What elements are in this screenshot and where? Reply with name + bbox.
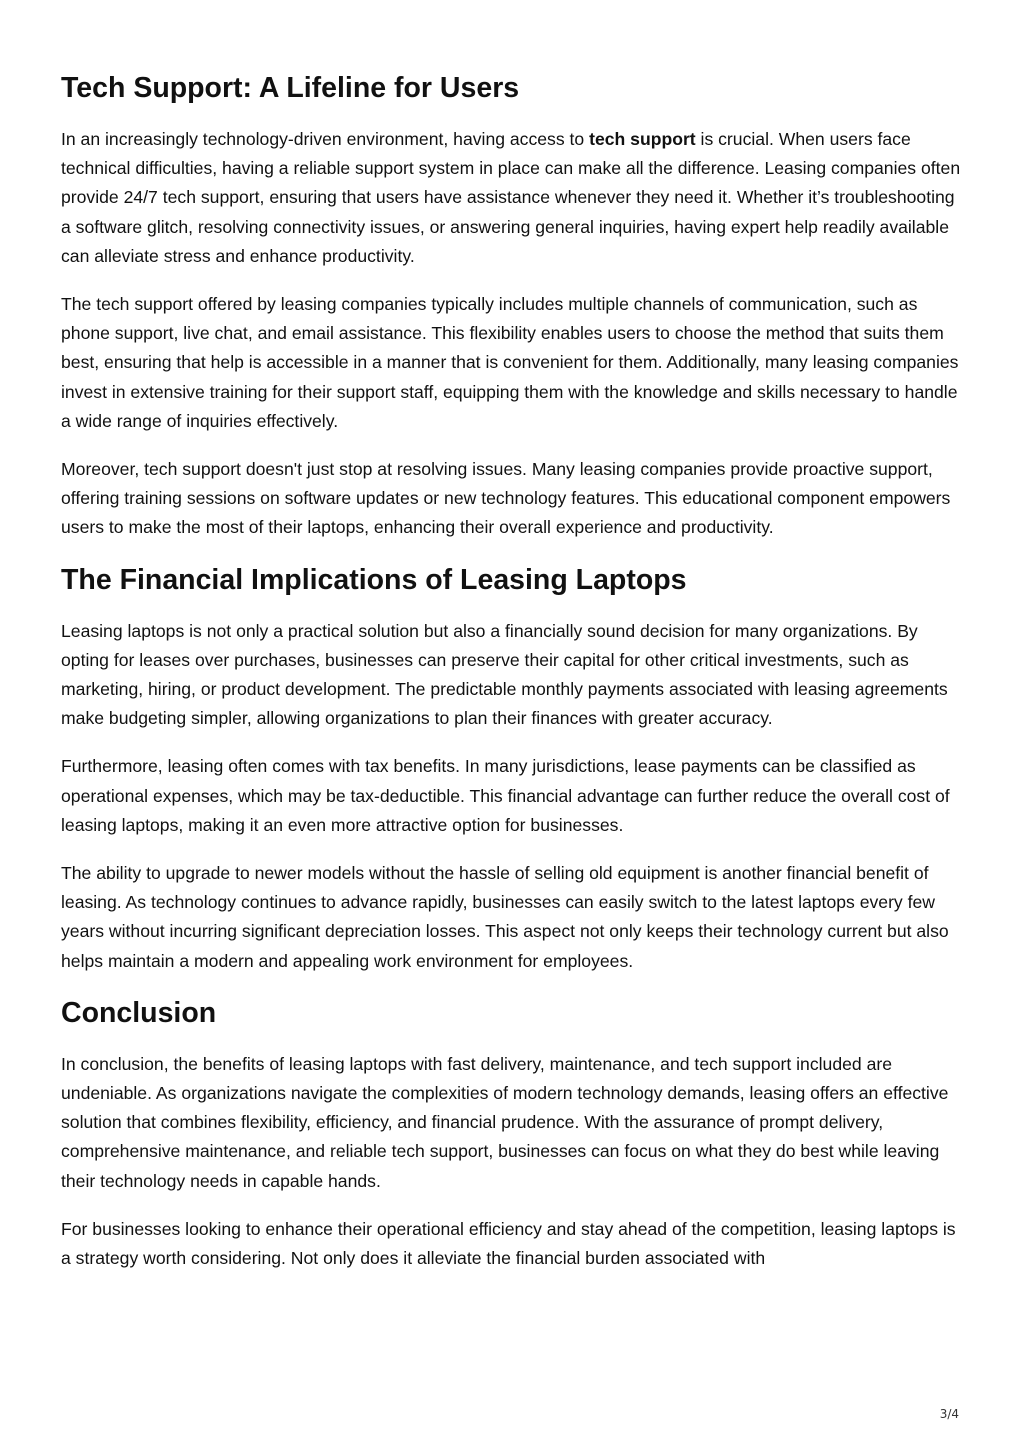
paragraph: For businesses looking to enhance their operational efficiency and stay ahead of the competition, leasing laptops is a strategy worth considering. Not only does it alleviate the financial burden associated with: [61, 1218, 956, 1269]
section-tech-support: [61, 70, 966, 543]
section-heading: The Financial Implications of Leasing Laptops: [61, 563, 687, 596]
bold-term: tech support: [589, 129, 696, 149]
paragraph: [61, 125, 966, 271]
section-conclusion: [61, 995, 966, 1273]
paragraph: In conclusion, the benefits of leasing laptops with fast delivery, maintenance, and tech support included are undeniable. As organizations navigate the complexities of modern technology demands, leasing offers an effective solution that combines flexibility, efficiency, and financial prudence. With the assurance of prompt delivery, comprehensive maintenance, and reliable tech support, businesses can focus on what they do best while leaving their technology needs in capable hands.: [61, 1053, 949, 1191]
paragraph: Moreover, tech support doesn't just stop at resolving issues. Many leasing companies provide proactive support, offering training sessions on software updates or new technology features. This educational component empowers users to make the most of their laptops, enhancing their overall experience and productivity.: [61, 459, 951, 538]
page-number: 3/4: [939, 1407, 959, 1421]
paragraph-text: is crucial. When users face technical difficulties, having a reliable support system in place can make all the difference. Leasing companies often provide 24/7 tech support, ensuring that users have assistance whenever they need it. Whether it’s troubleshooting a software glitch, resolving connectivity issues, or answering general inquiries, having expert help readily available can alleviate stress and enhance productivity.: [61, 129, 961, 266]
paragraph: The ability to upgrade to newer models without the hassle of selling old equipment is another financial benefit of leasing. As technology continues to advance rapidly, businesses can easily switch to the latest laptops every few years without incurring significant depreciation losses. This aspect not only keeps their technology current but also helps maintain a modern and appealing work environment for employees.: [61, 863, 949, 971]
section-heading: Conclusion: [61, 996, 217, 1029]
paragraph: Leasing laptops is not only a practical solution but also a financially sound decision for many organizations. By opting for leases over purchases, businesses can preserve their capital for other critical investments, such as marketing, hiring, or product development. The predictable monthly payments associated with leasing agreements make budgeting simpler, allowing organizations to plan their finances with greater accuracy.: [61, 620, 948, 729]
paragraph-text: In an increasingly technology-driven environment, having access to: [61, 129, 590, 149]
document-body: [61, 70, 966, 1292]
paragraph: The tech support offered by leasing companies typically includes multiple channels of communication, such as phone support, live chat, and email assistance. This flexibility enables users to choose the method that suits them best, ensuring that help is accessible in a manner that is convenient for them. Additionally, many leasing companies invest in extensive training for their support staff, equipping them with the knowledge and skills necessary to handle a wide range of inquiries effectively.: [61, 294, 959, 431]
section-heading: Tech Support: A Lifeline for Users: [61, 72, 520, 104]
section-financial-implications: [61, 562, 966, 976]
paragraph: Furthermore, leasing often comes with tax benefits. In many jurisdictions, lease payments can be classified as operational expenses, which may be tax-deductible. This financial advantage can further reduce the overall cost of leasing laptops, making it an even more attractive option for businesses.: [61, 756, 950, 835]
